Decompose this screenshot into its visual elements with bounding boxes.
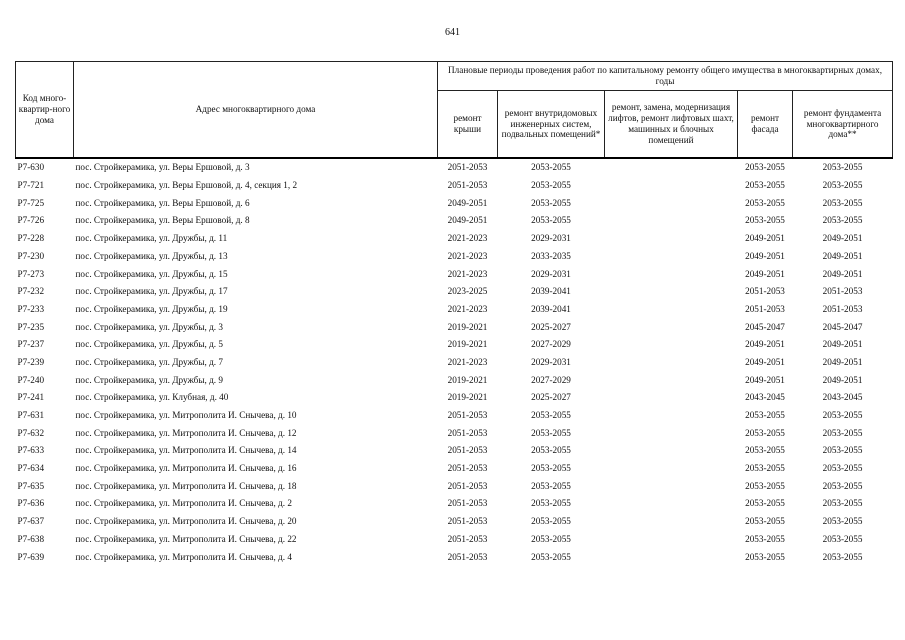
cell-lifts [605,495,738,513]
cell-roof: 2021-2023 [447,356,488,367]
cell-facade: 2053-2055 [745,551,785,562]
table-row [16,177,893,195]
cell-address: пос. Стройкерамика, ул. Дружбы, д. 19 [75,303,228,314]
table-row [16,336,893,354]
table-row [16,477,893,495]
cell-engineering: 2033-2035 [531,250,571,261]
cell-foundation: 2053-2055 [822,180,863,191]
cell-engineering: 2027-2029 [531,339,571,350]
cell-code: Р7-239 [17,356,45,367]
table-row [16,424,893,442]
cell-lifts [605,194,738,212]
cell-lifts [605,158,738,177]
cell-engineering: 2053-2055 [531,427,571,438]
table-row [16,495,893,513]
table-row [16,548,893,566]
cell-code: Р7-228 [17,233,45,244]
table-row [16,212,893,230]
cell-engineering: 2053-2055 [531,445,571,456]
cell-foundation: 2043-2045 [822,392,863,403]
cell-address: пос. Стройкерамика, ул. Дружбы, д. 17 [75,286,228,297]
cell-address: пос. Стройкерамика, ул. Дружбы, д. 3 [75,321,223,332]
cell-address: пос. Стройкерамика, ул. Веры Ершовой, д. 3 [75,162,250,173]
cell-code: Р7-726 [17,215,45,226]
cell-foundation: 2049-2051 [822,250,863,261]
cell-code: Р7-639 [17,551,45,562]
cell-foundation: 2053-2055 [822,480,863,491]
cell-facade: 2043-2045 [745,392,785,403]
cell-lifts [605,301,738,319]
table-row [16,354,893,372]
cell-code: Р7-725 [17,197,45,208]
header-facade: ремонт фасада [738,91,793,159]
cell-facade: 2053-2055 [745,498,785,509]
cell-lifts [605,354,738,372]
cell-address: пос. Стройкерамика, ул. Митрополита И. Снычева, д. 10 [75,410,297,421]
cell-code: Р7-631 [17,410,45,421]
cell-code: Р7-630 [17,162,45,173]
cell-engineering: 2053-2055 [531,410,571,421]
table-row [16,247,893,265]
table-row [16,301,893,319]
cell-facade: 2051-2053 [745,286,785,297]
cell-foundation: 2053-2055 [822,463,863,474]
cell-lifts [605,336,738,354]
cell-engineering: 2053-2055 [531,162,571,173]
cell-address: пос. Стройкерамика, ул. Митрополита И. Снычева, д. 18 [75,480,297,491]
cell-facade: 2053-2055 [745,463,785,474]
cell-lifts [605,442,738,460]
cell-facade: 2045-2047 [745,321,785,332]
cell-facade: 2049-2051 [745,250,785,261]
cell-address: пос. Стройкерамика, ул. Митрополита И. Снычева, д. 22 [75,533,297,544]
cell-address: пос. Стройкерамика, ул. Митрополита И. Снычева, д. 20 [75,516,297,527]
cell-lifts [605,318,738,336]
cell-roof: 2051-2053 [447,180,488,191]
cell-lifts [605,530,738,548]
header-planned-periods: Плановые периоды проведения работ по капитальному ремонту общего имущества в многоквартирных домах, годы [438,62,893,91]
cell-engineering: 2053-2055 [531,533,571,544]
cell-roof: 2049-2051 [447,215,488,226]
header-roof: ремонт крыши [438,91,498,159]
cell-code: Р7-233 [17,303,45,314]
cell-lifts [605,265,738,283]
cell-roof: 2051-2053 [447,445,488,456]
table-row [16,389,893,407]
cell-code: Р7-235 [17,321,45,332]
table-row [16,460,893,478]
cell-foundation: 2049-2051 [822,233,863,244]
cell-foundation: 2051-2053 [822,303,863,314]
cell-roof: 2021-2023 [447,250,488,261]
cell-lifts [605,247,738,265]
cell-foundation: 2053-2055 [822,427,863,438]
cell-code: Р7-633 [17,445,45,456]
cell-facade: 2053-2055 [745,533,785,544]
table-body [16,158,893,566]
cell-roof: 2051-2053 [447,516,488,527]
cell-engineering: 2053-2055 [531,516,571,527]
cell-roof: 2051-2053 [447,551,488,562]
cell-code: Р7-637 [17,516,45,527]
cell-roof: 2051-2053 [447,410,488,421]
cell-facade: 2053-2055 [745,197,785,208]
cell-engineering: 2053-2055 [531,498,571,509]
cell-foundation: 2049-2051 [822,268,863,279]
cell-lifts [605,548,738,566]
table-row [16,283,893,301]
cell-address: пос. Стройкерамика, ул. Дружбы, д. 13 [75,250,228,261]
table-row [16,371,893,389]
table-row [16,530,893,548]
cell-foundation: 2049-2051 [822,356,863,367]
cell-engineering: 2053-2055 [531,463,571,474]
cell-roof: 2049-2051 [447,197,488,208]
cell-code: Р7-636 [17,498,45,509]
cell-foundation: 2049-2051 [822,374,863,385]
cell-code: Р7-635 [17,480,45,491]
cell-code: Р7-241 [17,392,45,403]
cell-foundation: 2053-2055 [822,410,863,421]
cell-address: пос. Стройкерамика, ул. Митрополита И. Снычева, д. 2 [75,498,292,509]
cell-lifts [605,477,738,495]
cell-lifts [605,407,738,425]
cell-code: Р7-638 [17,533,45,544]
table-row [16,442,893,460]
cell-lifts [605,177,738,195]
cell-address: пос. Стройкерамика, ул. Дружбы, д. 11 [75,233,228,244]
cell-facade: 2049-2051 [745,339,785,350]
cell-lifts [605,283,738,301]
cell-engineering: 2053-2055 [531,180,571,191]
cell-facade: 2049-2051 [745,374,785,385]
cell-engineering: 2053-2055 [531,480,571,491]
cell-roof: 2019-2021 [447,339,488,350]
cell-roof: 2023-2025 [447,286,488,297]
cell-lifts [605,389,738,407]
cell-roof: 2021-2023 [447,268,488,279]
cell-foundation: 2045-2047 [822,321,863,332]
cell-foundation: 2053-2055 [822,197,863,208]
cell-facade: 2053-2055 [745,215,785,226]
cell-engineering: 2039-2041 [531,303,571,314]
cell-address: пос. Стройкерамика, ул. Митрополита И. Снычева, д. 4 [75,551,292,562]
cell-roof: 2021-2023 [447,233,488,244]
cell-roof: 2051-2053 [447,533,488,544]
cell-roof: 2051-2053 [447,480,488,491]
cell-engineering: 2025-2027 [531,392,571,403]
header-foundation: ремонт фундамента многоквартирного дома** [793,91,893,159]
cell-engineering: 2053-2055 [531,215,571,226]
table-row [16,513,893,531]
cell-lifts [605,460,738,478]
table-header [16,62,893,159]
cell-address: пос. Стройкерамика, ул. Дружбы, д. 7 [75,356,223,367]
cell-roof: 2051-2053 [447,162,488,173]
cell-roof: 2019-2021 [447,392,488,403]
table-row [16,158,893,177]
table-row [16,194,893,212]
capital-repair-table [15,61,893,566]
cell-foundation: 2053-2055 [822,551,863,562]
cell-code: Р7-273 [17,268,45,279]
cell-facade: 2053-2055 [745,180,785,191]
table-row [16,230,893,248]
cell-roof: 2021-2023 [447,303,488,314]
cell-roof: 2019-2021 [447,374,488,385]
cell-lifts [605,513,738,531]
cell-address: пос. Стройкерамика, ул. Дружбы, д. 9 [75,374,223,385]
cell-code: Р7-230 [17,250,45,261]
cell-address: пос. Стройкерамика, ул. Митрополита И. Снычева, д. 12 [75,427,297,438]
table-row [16,318,893,336]
cell-foundation: 2053-2055 [822,215,863,226]
cell-foundation: 2053-2055 [822,162,863,173]
cell-address: пос. Стройкерамика, ул. Дружбы, д. 15 [75,268,228,279]
header-lifts: ремонт, замена, модернизация лифтов, ремонт лифтовых шахт, машинных и блочных помещений [605,91,738,159]
cell-engineering: 2029-2031 [531,233,571,244]
cell-engineering: 2029-2031 [531,268,571,279]
cell-lifts [605,424,738,442]
cell-engineering: 2039-2041 [531,286,571,297]
cell-roof: 2019-2021 [447,321,488,332]
cell-engineering: 2029-2031 [531,356,571,367]
cell-facade: 2053-2055 [745,427,785,438]
cell-code: Р7-237 [17,339,45,350]
cell-facade: 2053-2055 [745,516,785,527]
cell-facade: 2051-2053 [745,303,785,314]
cell-roof: 2051-2053 [447,498,488,509]
cell-lifts [605,371,738,389]
cell-foundation: 2051-2053 [822,286,863,297]
cell-code: Р7-240 [17,374,45,385]
cell-address: пос. Стройкерамика, ул. Дружбы, д. 5 [75,339,223,350]
cell-facade: 2049-2051 [745,233,785,244]
cell-facade: 2053-2055 [745,410,785,421]
cell-facade: 2053-2055 [745,445,785,456]
cell-roof: 2051-2053 [447,463,488,474]
cell-foundation: 2053-2055 [822,533,863,544]
cell-address: пос. Стройкерамика, ул. Клубная, д. 40 [75,392,229,403]
table-row [16,265,893,283]
cell-lifts [605,230,738,248]
cell-roof: 2051-2053 [447,427,488,438]
cell-foundation: 2049-2051 [822,339,863,350]
cell-address: пос. Стройкерамика, ул. Веры Ершовой, д. 6 [75,197,250,208]
cell-facade: 2053-2055 [745,162,785,173]
cell-engineering: 2053-2055 [531,551,571,562]
cell-code: Р7-632 [17,427,45,438]
header-code: Код много-квартир-ного дома [16,62,74,159]
cell-facade: 2053-2055 [745,480,785,491]
cell-code: Р7-634 [17,463,45,474]
page-number: 641 [445,27,460,38]
cell-engineering: 2025-2027 [531,321,571,332]
cell-address: пос. Стройкерамика, ул. Веры Ершовой, д. 4, секция 1, 2 [75,180,298,191]
cell-facade: 2049-2051 [745,268,785,279]
table-row [16,407,893,425]
cell-lifts [605,212,738,230]
cell-code: Р7-721 [17,180,45,191]
cell-address: пос. Стройкерамика, ул. Митрополита И. Снычева, д. 14 [75,445,297,456]
header-engineering: ремонт внутридомовых инженерных систем, подвальных помещений* [498,91,605,159]
cell-foundation: 2053-2055 [822,498,863,509]
cell-address: пос. Стройкерамика, ул. Митрополита И. Снычева, д. 16 [75,463,297,474]
cell-code: Р7-232 [17,286,45,297]
cell-engineering: 2053-2055 [531,197,571,208]
header-address: Адрес многоквартирного дома [74,62,438,159]
cell-foundation: 2053-2055 [822,516,863,527]
cell-address: пос. Стройкерамика, ул. Веры Ершовой, д. 8 [75,215,250,226]
cell-engineering: 2027-2029 [531,374,571,385]
cell-foundation: 2053-2055 [822,445,863,456]
cell-facade: 2049-2051 [745,356,785,367]
